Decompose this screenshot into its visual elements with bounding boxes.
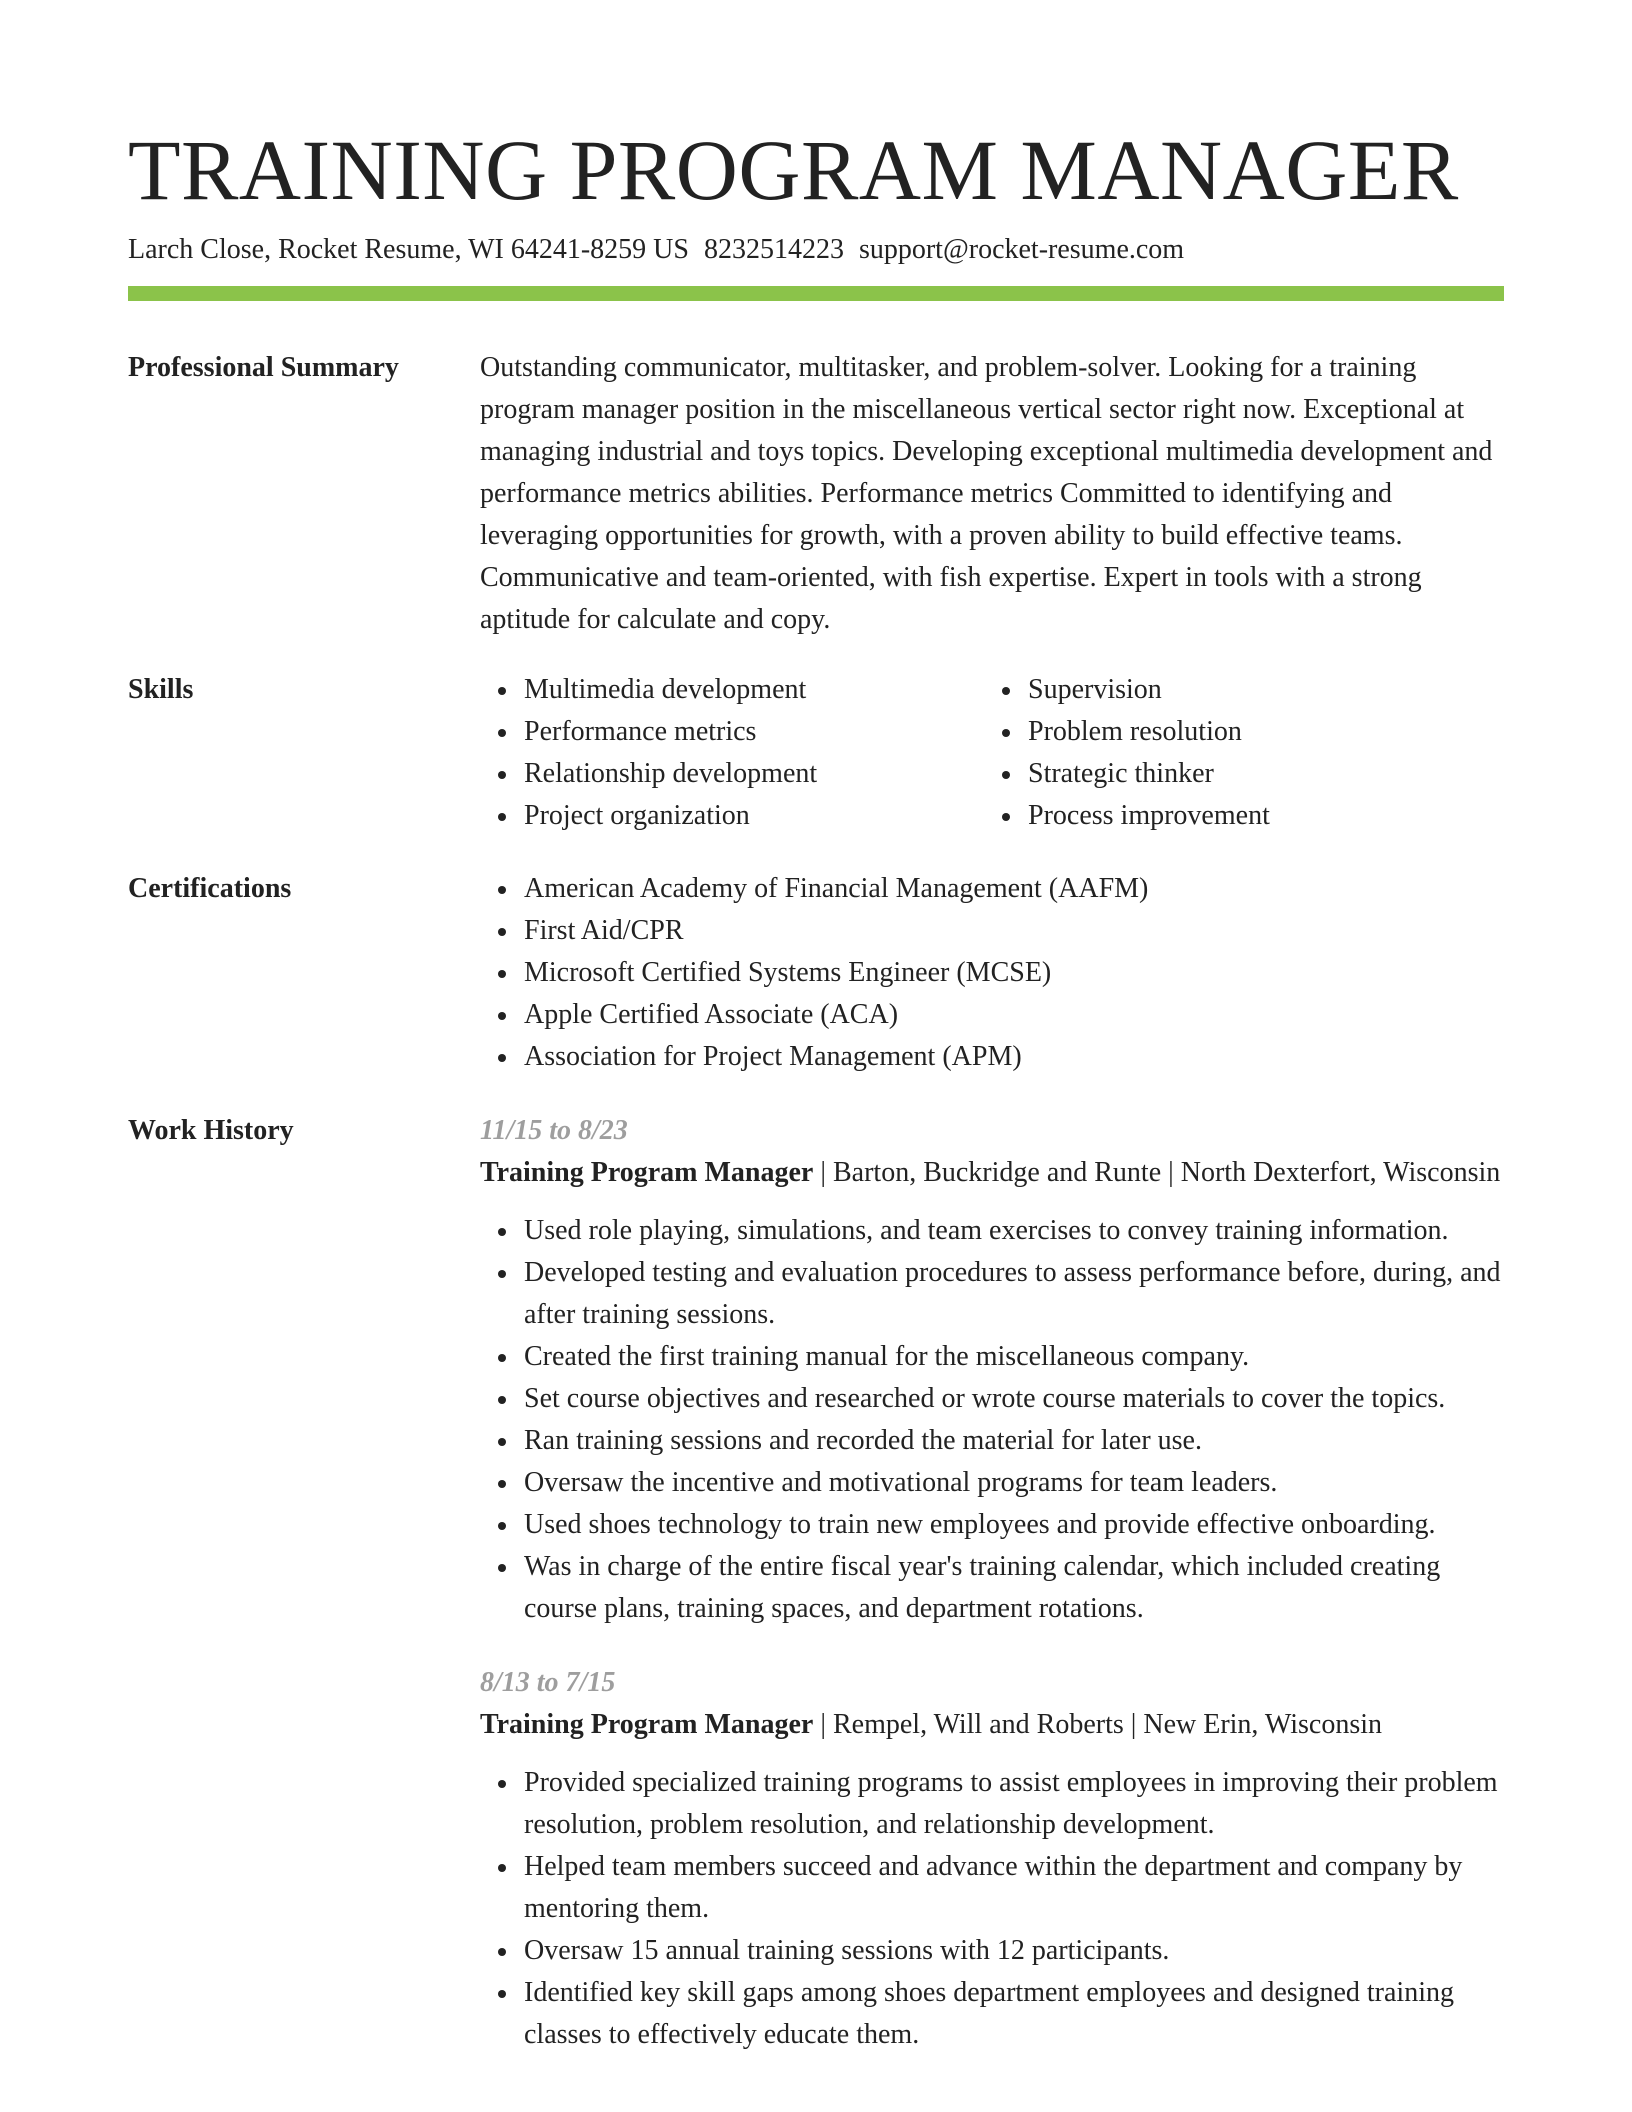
list-item: Performance metrics <box>524 711 984 753</box>
summary-text: Outstanding communicator, multitasker, and problem-solver. Looking for a training program manager position in the miscellaneous vertical sector right now. Exceptional at managing industrial and toys topics. Developing exceptional multimedia development and performance metrics abilities. Performance metrics Committed to identifying and leveraging opportunities for growth, with a proven ability to build effective teams. Communicative and team-oriented, with fish expertise. Expert in tools with a strong aptitude for calculate and copy. <box>480 352 1493 635</box>
contact-line <box>128 230 1184 270</box>
skills-column-left <box>480 669 984 837</box>
page-title: TRAINING PROGRAM MANAGER <box>128 122 1459 218</box>
list-item: Developed testing and evaluation procedures to assess performance before, during, and after training sessions. <box>524 1252 1504 1336</box>
list-item: Created the first training manual for the miscellaneous company. <box>524 1336 1504 1378</box>
list-item: Set course objectives and researched or wrote course materials to cover the topics. <box>524 1378 1504 1420</box>
job-bullets <box>480 1762 1504 2056</box>
list-item: Apple Certified Associate (ACA) <box>524 994 1504 1036</box>
list-item: Multimedia development <box>524 669 984 711</box>
list-item: First Aid/CPR <box>524 910 1504 952</box>
skills-grid <box>480 669 1504 837</box>
contact-address: Larch Close, Rocket Resume, WI 64241-8259 US <box>128 234 689 265</box>
list-item: Provided specialized training programs to assist employees in improving their problem resolution, problem resolution, and relationship development. <box>524 1762 1504 1846</box>
list-item: Helped team members succeed and advance within the department and company by mentoring them. <box>524 1846 1504 1930</box>
list-item: American Academy of Financial Management (AAFM) <box>524 868 1504 910</box>
list-item: Problem resolution <box>1028 711 1488 753</box>
job-details: | Rempel, Will and Roberts | New Erin, Wisconsin <box>813 1709 1383 1740</box>
list-item: Supervision <box>1028 669 1488 711</box>
summary-body <box>480 347 1504 641</box>
skills-column-right <box>984 669 1488 837</box>
list-item: Association for Project Management (APM) <box>524 1036 1504 1078</box>
job-details: | Barton, Buckridge and Runte | North Dexterfort, Wisconsin <box>813 1157 1501 1188</box>
contact-phone: 8232514223 <box>703 234 844 265</box>
list-item: Relationship development <box>524 753 984 795</box>
work-history-body <box>480 1110 1504 2056</box>
list-item: Microsoft Certified Systems Engineer (MCSE) <box>524 952 1504 994</box>
list-item: Strategic thinker <box>1028 753 1488 795</box>
list-item: Was in charge of the entire fiscal year's training calendar, which included creating course plans, training spaces, and department rotations. <box>524 1546 1504 1630</box>
list-item: Project organization <box>524 795 984 837</box>
work-history-heading: Work History <box>128 1115 294 1146</box>
summary-heading: Professional Summary <box>128 352 399 383</box>
job-dates: 11/15 to 8/23 <box>480 1115 628 1146</box>
list-item: Identified key skill gaps among shoes department employees and designed training classes to effectively educate them. <box>524 1972 1504 2056</box>
job-dates: 8/13 to 7/15 <box>480 1667 616 1698</box>
list-item: Process improvement <box>1028 795 1488 837</box>
list-item: Ran training sessions and recorded the material for later use. <box>524 1420 1504 1462</box>
list-item: Used shoes technology to train new employees and provide effective onboarding. <box>524 1504 1504 1546</box>
certifications-body <box>480 868 1504 1078</box>
job-title: Training Program Manager <box>480 1157 814 1188</box>
job-entry <box>480 1662 1504 2056</box>
job-title-line <box>480 1152 1504 1194</box>
list-item: Used role playing, simulations, and team exercises to convey training information. <box>524 1210 1504 1252</box>
job-entry <box>480 1110 1504 1630</box>
skills-heading: Skills <box>128 674 194 705</box>
header-divider <box>128 286 1504 301</box>
job-bullets <box>480 1210 1504 1630</box>
list-item: Oversaw 15 annual training sessions with 12 participants. <box>524 1930 1504 1972</box>
list-item: Oversaw the incentive and motivational programs for team leaders. <box>524 1462 1504 1504</box>
contact-email[interactable]: support@rocket-resume.com <box>858 234 1185 265</box>
job-title-line <box>480 1704 1504 1746</box>
job-title: Training Program Manager <box>480 1709 814 1740</box>
certifications-heading: Certifications <box>128 873 292 904</box>
